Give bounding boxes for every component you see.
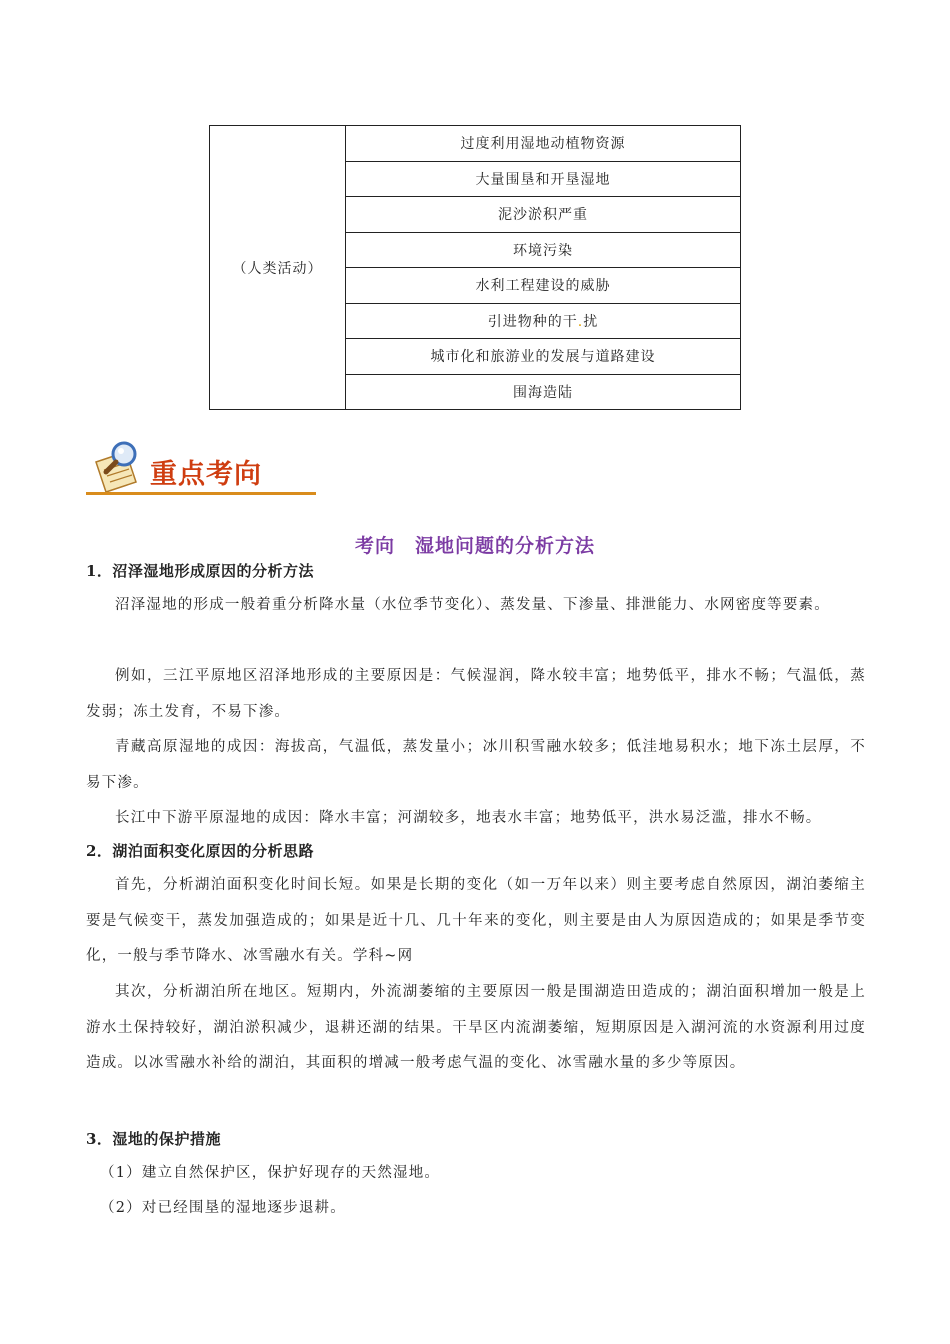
paragraph: 青藏高原湿地的成因：海拔高，气温低，蒸发量小；冰川积雪融水较多；低洼地易积水；地下冻土层厚，不易下渗。 [86, 739, 866, 791]
paragraph: 其次，分析湖泊所在地区。短期内，外流湖萎缩的主要原因一般是围湖造田造成的；湖泊面积增加一般是上游水土保持较好，湖泊淤积减少，退耕还湖的结果。干旱区内流湖萎缩，短期原因是入湖河流的水资源利用过度造成。以冰雪融水补给的湖泊，其面积的增减一般考虑气温的变化、冰雪融水量的多少等原因。 [86, 984, 866, 1071]
paragraph: 长江中下游平原湿地的成因：降水丰富；河湖较多，地表水丰富；地势低平，洪水易泛滥，排水不畅。 [115, 810, 822, 826]
paragraph: 例如，三江平原地区沼泽地形成的主要原因是：气候湿润，降水较丰富；地势低平，排水不畅；气温低，蒸发弱；冻土发育，不易下渗。 [86, 668, 866, 720]
banner-title: 重点考向 [150, 459, 262, 490]
row-text-tail: 扰 [583, 313, 599, 330]
section-heading: 1．沼泽湿地形成原因的分析方法 [86, 562, 314, 580]
table-row [346, 303, 741, 339]
list-item: （1）建立自然保护区，保护好现存的天然湿地。 [100, 1165, 441, 1181]
causes-table [209, 125, 741, 410]
section-heading: 2．湖泊面积变化原因的分析思路 [86, 842, 314, 860]
banner-underline [86, 492, 316, 495]
paragraph: 首先，分析湖泊面积变化时间长短。如果是长期的变化（如一万年以来）则主要考虑自然原因，湖泊萎缩主要是气候变干，蒸发加强造成的；如果是近十几、几十年来的变化，则主要是由人为原因造成的；如果是季节变化，一般与季节降水、冰雪融水有关。学科~网 [86, 877, 866, 964]
table-row: 环境污染 [346, 232, 741, 268]
section-banner [86, 438, 318, 498]
paragraph: 沼泽湿地的形成一般着重分析降水量（水位季节变化）、蒸发量、下渗量、排泄能力、水网密度等要素。 [115, 597, 830, 613]
topic-title: 考向 湿地问题的分析方法 [354, 535, 595, 557]
table-row: 水利工程建设的威胁 [346, 268, 741, 304]
dot-mark: . [577, 313, 584, 330]
row-text: 引进物种的干 [487, 313, 578, 330]
table-row: 泥沙淤积严重 [346, 197, 741, 233]
category-label: （人类活动） [210, 126, 346, 410]
section-heading: 3．湿地的保护措施 [86, 1130, 221, 1148]
magnifier-notepad-icon [86, 438, 148, 496]
table-row: 围海造陆 [346, 374, 741, 410]
table-row: 大量围垦和开垦湿地 [346, 161, 741, 197]
table-row: 城市化和旅游业的发展与道路建设 [346, 339, 741, 375]
list-item: （2）对已经围垦的湿地逐步退耕。 [100, 1200, 346, 1216]
table-row: 过度利用湿地动植物资源 [346, 126, 741, 162]
